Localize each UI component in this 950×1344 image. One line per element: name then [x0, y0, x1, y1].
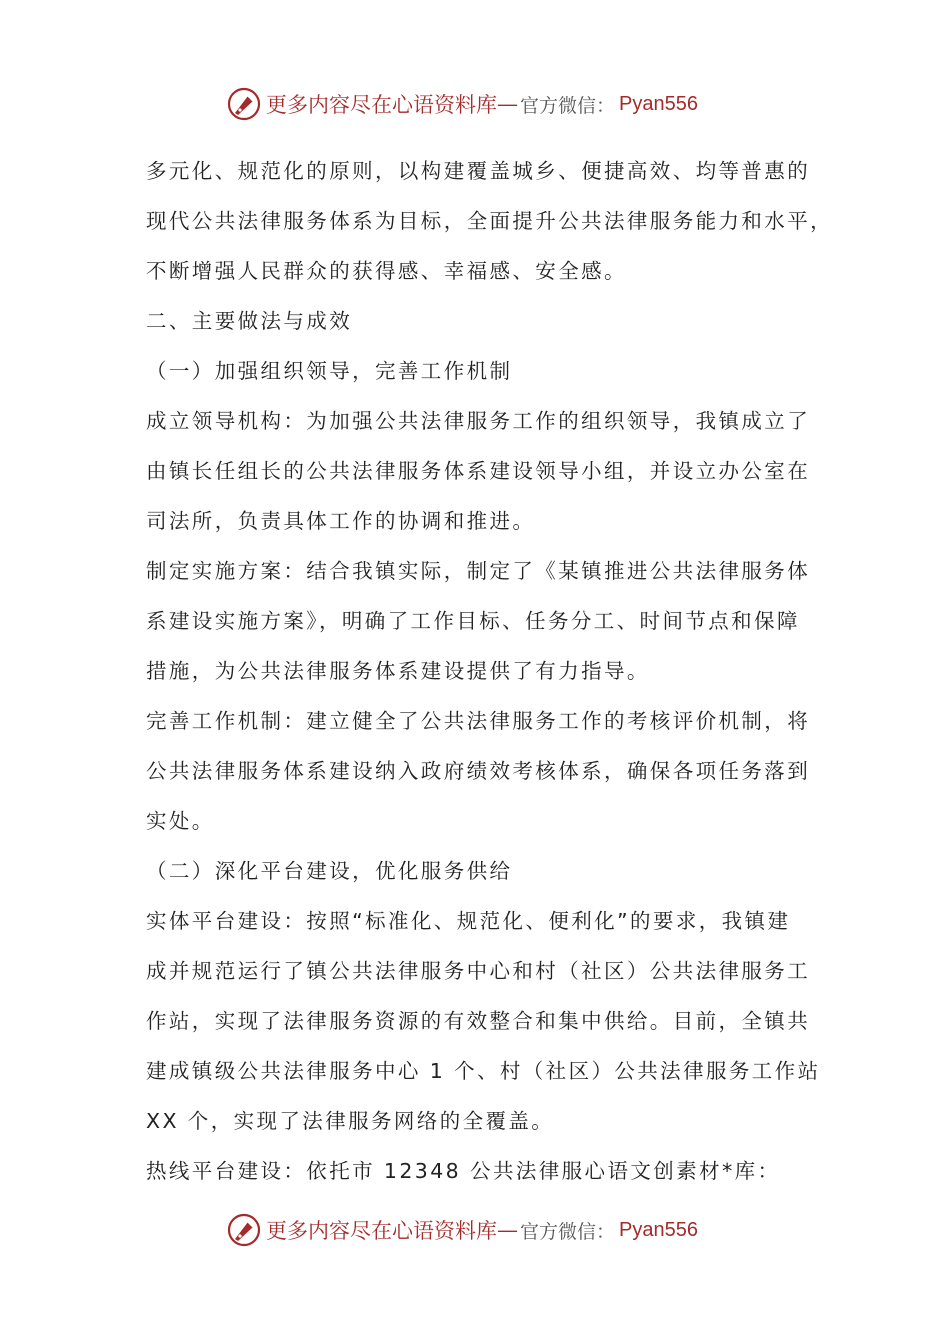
text-line: 完善工作机制：建立健全了公共法律服务工作的考核评价机制，将 — [146, 709, 811, 733]
text-line: 热线平台建设：依托市 12348 公共法律服心语文创素材*库： — [146, 1159, 781, 1183]
text-line: 成立领导机构：为加强公共法律服务工作的组织领导，我镇成立了 — [146, 409, 811, 433]
text-line: 措施，为公共法律服务体系建设提供了有力指导。 — [146, 659, 650, 683]
subsection-heading: （二）深化平台建设，优化服务供给 — [146, 859, 513, 883]
text-line: 成并规范运行了镇公共法律服务中心和村（社区）公共法律服务工 — [146, 959, 811, 983]
watermark-wechat-id: Pyan556 — [619, 92, 698, 115]
watermark-wechat-id: Pyan556 — [619, 1218, 698, 1241]
watermark-brand: 更多内容尽在心语资料库 — [266, 1219, 497, 1243]
text-line: 实处。 — [146, 809, 215, 833]
text-line: 多元化、规范化的原则，以构建覆盖城乡、便捷高效、均等普惠的 — [146, 159, 811, 183]
watermark-dash: — — [497, 1218, 518, 1242]
footer-watermark — [226, 1210, 698, 1250]
text-line: 不断增强人民群众的获得感、幸福感、安全感。 — [146, 259, 627, 283]
text-line: 实体平台建设：按照“标准化、规范化、便利化”的要求，我镇建 — [146, 909, 791, 933]
subsection-heading: （一）加强组织领导，完善工作机制 — [146, 359, 513, 383]
text-line: 现代公共法律服务体系为目标，全面提升公共法律服务能力和水平， — [146, 209, 833, 233]
watermark-label: 官方微信： — [520, 94, 616, 117]
text-line: 系建设实施方案》，明确了工作目标、任务分工、时间节点和保障 — [146, 609, 800, 633]
document-body — [146, 146, 833, 1196]
text-line: 公共法律服务体系建设纳入政府绩效考核体系，确保各项任务落到 — [146, 759, 811, 783]
text-line: 由镇长任组长的公共法律服务体系建设领导小组，并设立办公室在 — [146, 459, 811, 483]
watermark-brand: 更多内容尽在心语资料库 — [266, 93, 497, 117]
text-line: 建成镇级公共法律服务中心 1 个、村（社区）公共法律服务工作站 — [146, 1059, 821, 1083]
text-line: 作站，实现了法律服务资源的有效整合和集中供给。目前，全镇共 — [146, 1009, 811, 1033]
text-line: 制定实施方案：结合我镇实际，制定了《某镇推进公共法律服务体 — [146, 559, 811, 583]
watermark-dash: — — [497, 92, 518, 116]
watermark-label: 官方微信： — [520, 1220, 616, 1243]
header-watermark — [226, 84, 698, 124]
section-heading: 二、主要做法与成效 — [146, 309, 353, 333]
pen-nib-logo-icon — [226, 1212, 262, 1248]
pen-nib-logo-icon — [226, 86, 262, 122]
text-line: 司法所，负责具体工作的协调和推进。 — [146, 509, 536, 533]
text-line: XX 个，实现了法律服务网络的全覆盖。 — [146, 1109, 555, 1133]
